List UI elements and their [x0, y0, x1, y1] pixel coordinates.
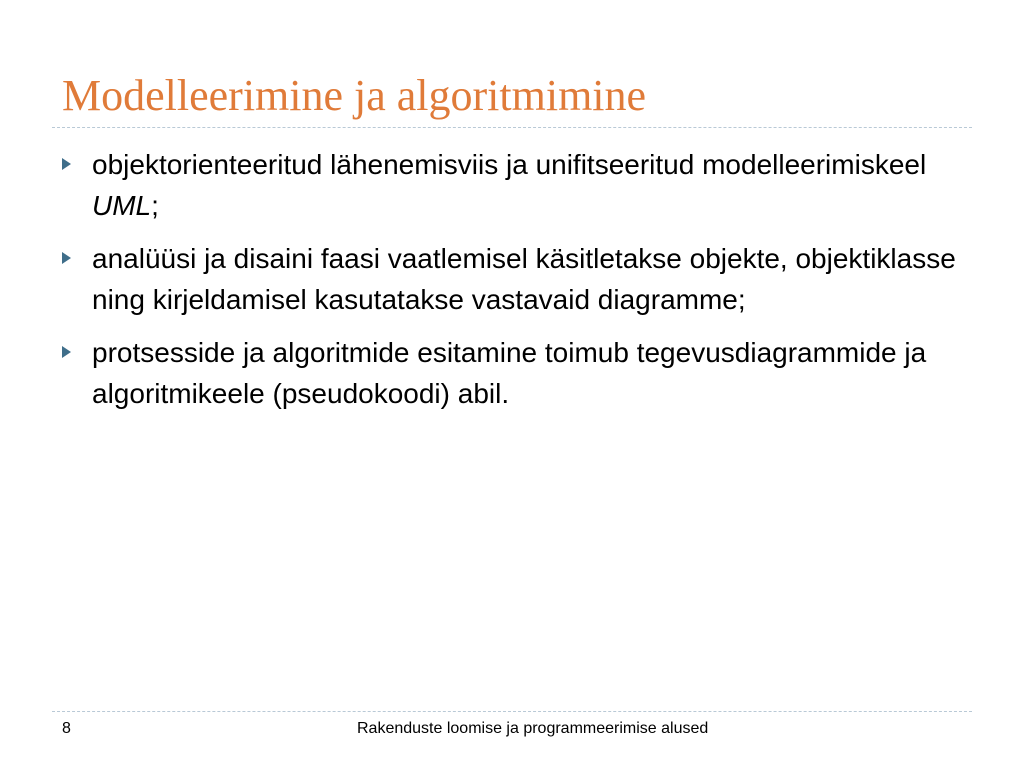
- footer-course-title: Rakenduste loomise ja programmeerimise alused: [357, 720, 709, 737]
- triangle-right-icon: [62, 158, 71, 170]
- bullet-text-emphasis: UML: [92, 190, 152, 221]
- triangle-right-icon: [62, 252, 71, 264]
- footer-divider: [52, 711, 972, 712]
- bullet-text-main: objektorienteeritud lähenemisviis ja unifitseeritud modelleerimiskeel: [92, 149, 927, 180]
- bullet-text: analüüsi ja disaini faasi vaatlemisel käsitletakse objekte, objektiklasse ning kirjeldamisel kasutatakse vastavaid diagramme;: [92, 243, 956, 315]
- slide-number: 8: [62, 720, 71, 737]
- title-divider: [52, 127, 972, 128]
- bullet-text: protsesside ja algoritmide esitamine toimub tegevusdiagrammide ja algoritmikeele (pseudokoodi) abil.: [92, 337, 927, 409]
- bullet-item: [62, 238, 962, 320]
- bullet-text-suffix: ;: [151, 190, 159, 221]
- bullet-item: [62, 332, 962, 414]
- triangle-right-icon: [62, 346, 71, 358]
- bullet-list: [62, 144, 962, 426]
- bullet-item: [62, 144, 962, 226]
- bullet-text: [92, 149, 926, 221]
- slide-title: Modelleerimine ja algoritmimine: [62, 71, 647, 120]
